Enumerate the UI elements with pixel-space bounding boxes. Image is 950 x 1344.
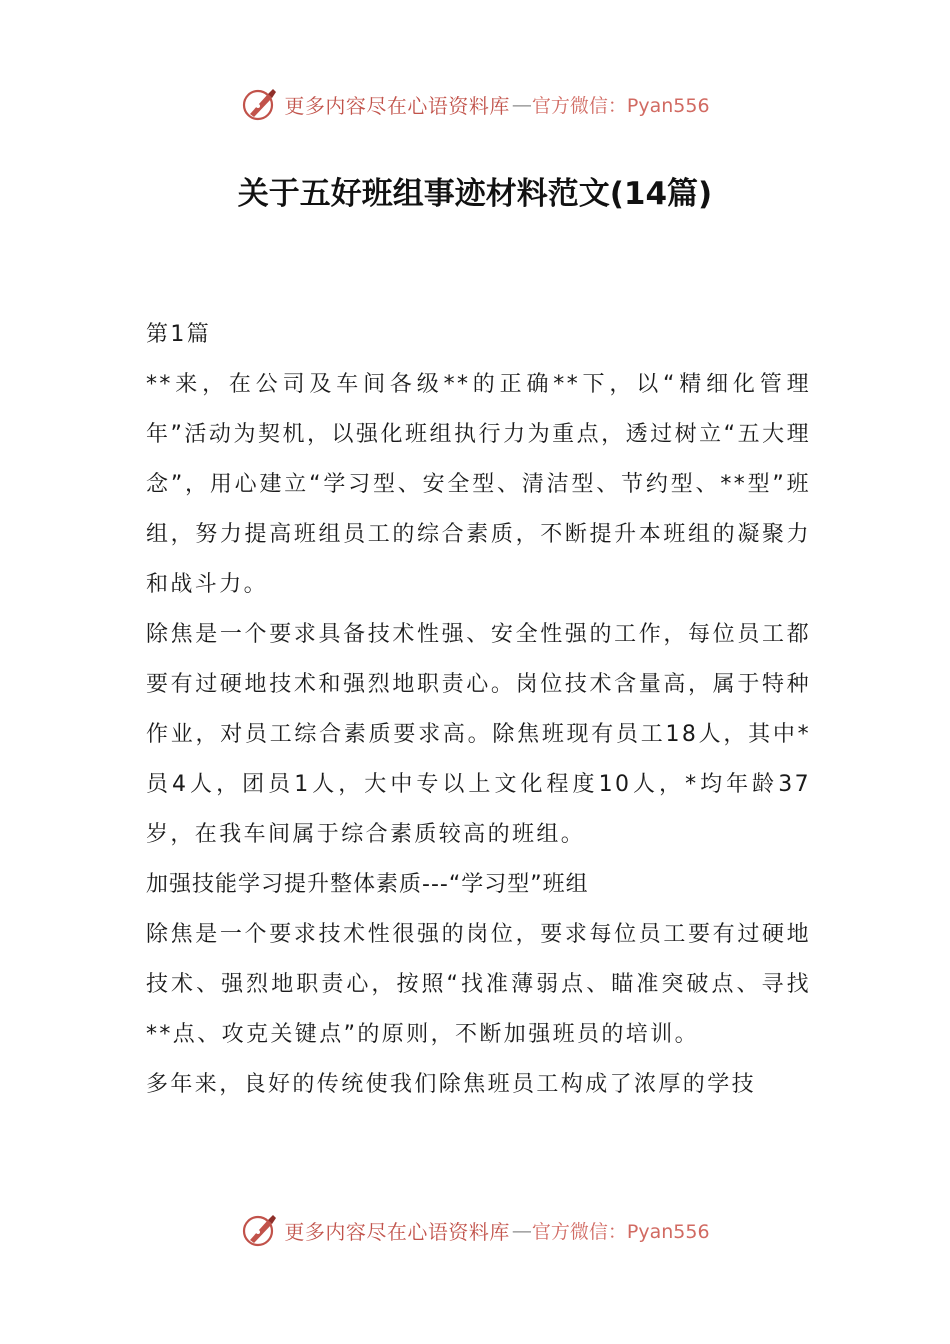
paragraph: 除焦是一个要求具备技术性强、安全性强的工作，每位员工都要有过硬地技术和强烈地职责心。岗位技术含量高，属于特种作业，对员工综合素质要求高。除焦班现有员工18人，其中*员4人，团员1人，大中专以上文化程度10人，*均年龄37岁，在我车间属于综合素质较高的班组。 — [146, 622, 811, 847]
paragraph: 多年来，良好的传统使我们除焦班员工构成了浓厚的学技 — [146, 1072, 757, 1097]
header-watermark — [0, 82, 950, 126]
footer-separator: — — [511, 1218, 532, 1242]
header-separator: — — [511, 92, 532, 116]
paragraph: **来，在公司及车间各级**的正确**下，以“精细化管理年”活动为契机，以强化班组执行力为重点，透过树立“五大理念”，用心建立“学习型、安全型、清洁型、节约型、**型”班组，努力提高班组员工的综合素质，不断提升本班组的凝聚力和战斗力。 — [146, 372, 811, 597]
document-body — [146, 310, 811, 1110]
footer-contact: 官方微信：Pyan556 — [531, 1220, 710, 1243]
subheading: 加强技能学习提升整体素质---“学习型”班组 — [146, 872, 589, 897]
pen-nib-logo-icon — [240, 1210, 280, 1250]
header-contact: 官方微信：Pyan556 — [531, 94, 710, 117]
pen-nib-logo-icon — [240, 84, 280, 124]
footer-brand: 更多内容尽在心语资料库 — [284, 1219, 510, 1244]
header-brand: 更多内容尽在心语资料库 — [284, 93, 510, 118]
paragraph: 除焦是一个要求技术性很强的岗位，要求每位员工要有过硬地技术、强烈地职责心，按照“找准薄弱点、瞄准突破点、寻找**点、攻克关键点”的原则，不断加强班员的培训。 — [146, 922, 811, 1047]
footer-watermark — [0, 1208, 950, 1252]
section-heading: 第1篇 — [146, 322, 212, 347]
document-title: 关于五好班组事迹材料范文(14篇) — [237, 176, 713, 212]
